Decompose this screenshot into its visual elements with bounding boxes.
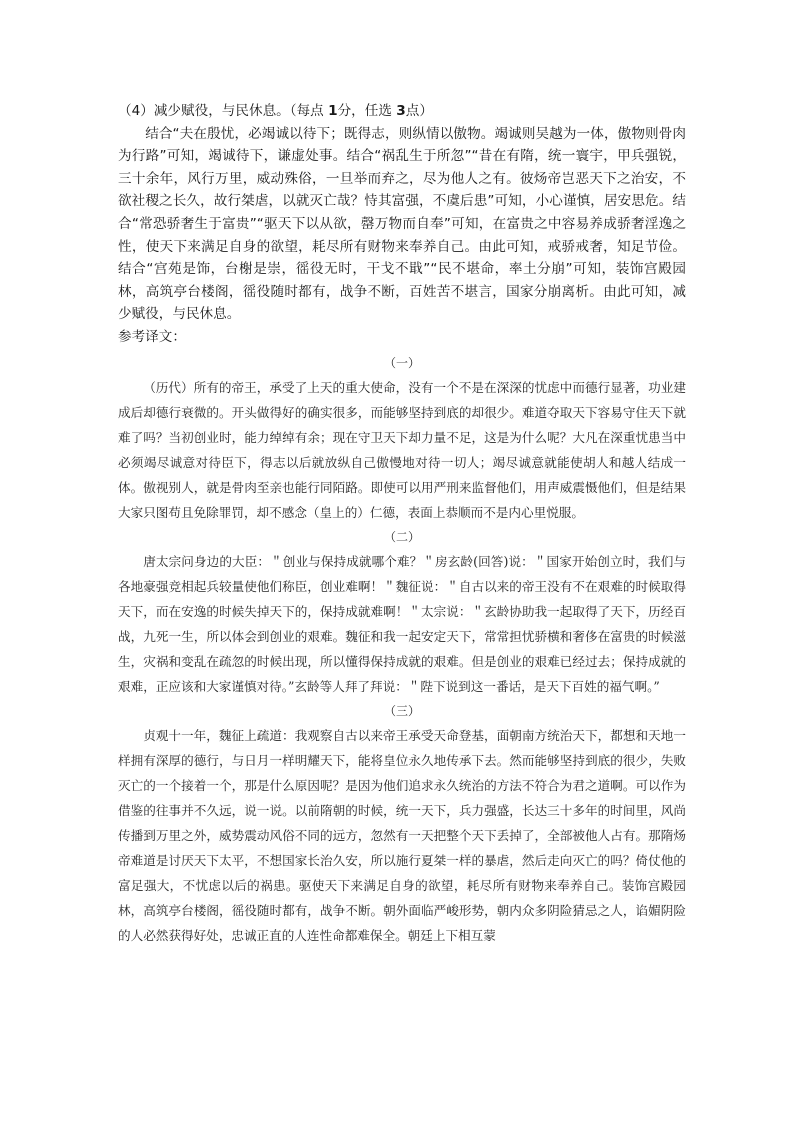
translation-part-1-heading: （一） — [383, 355, 420, 370]
translation-part-2-heading: （二） — [383, 529, 420, 544]
section-4-heading — [118, 100, 686, 123]
section-4-number: （4） — [118, 103, 154, 119]
section-4-scoring: （每点 1分，任选 3点） — [289, 103, 433, 119]
translation-part-2-text: 唐太宗问身边的大臣：＂创业与保持成就哪个难？＂房玄龄(回答)说：＂国家开始创立时，我们与各地豪强竞相起兵较量使他们称臣，创业难啊！＂魏征说：＂自古以来的帝王没有不在艰难的时候取得天下，而在安逸的时候失掉天下的，保持成就难啊！＂太宗说：＂玄龄协助我一起取得了天下，历经百战，九死一生，所以体会到创业的艰难。魏征和我一起安定天下，常常担忧骄横和奢侈在富贵的时候滋生，灾祸和变乱在疏忽的时候出现，所以懂得保持成就的艰难。但是创业的艰难已经过去；保持成就的艰难，正应该和大家谨慎对待。”玄龄等人拜了拜说：＂陛下说到这一番话，是天下百姓的福气啊。” — [118, 553, 686, 694]
document-body — [118, 100, 686, 948]
translation-label: 参考译文： — [118, 328, 186, 345]
translation-part-3-heading: （三） — [383, 703, 420, 718]
section-4-analysis: 结合“夫在殷忧，必竭诚以待下；既得志，则纵情以傲物。竭诚则吴越为一体，傲物则骨肉为行路”可知，竭诚待下，谦虚处事。结合“祸乱生于所忽”“昔在有隋，统一寰宇，甲兵强锐，三十余年，风行万里，威动殊俗，一旦举而弃之，尽为他人之有。彼炀帝岂恶天下之治安，不欲社稷之长久，故行桀虐，以就灭亡哉？恃其富强，不虞后患”可知，小心谨慎，居安思危。结合“常恐骄奢生于富贵”“驱天下以从欲，罄万物而自奉”可知，在富贵之中容易养成骄奢淫逸之性，使天下来满足自身的欲望，耗尽所有财物来奉养自己。由此可知，戒骄戒奢，知足节俭。结合“宫苑是饰，台榭是崇，徭役无时，干戈不戢”“民不堪命，率土分崩”可知，装饰宫殿园林，高筑亭台楼阁，徭役随时都有，战争不断，百姓苦不堪言，国家分崩离析。由此可知，减少赋役，与民休息。 — [118, 125, 686, 323]
translation-part-3-text: 贞观十一年，魏征上疏道：我观察自古以来帝王承受天命登基，面朝南方统治天下，都想和天地一样拥有深厚的德行，与日月一样明耀天下，能将皇位永久地传承下去。然而能够坚持到底的很少，失败灭亡的一个接着一个，那是什么原因呢？是因为他们追求永久统治的方法不符合为君之道啊。可以作为借鉴的往事并不久远，说一说。以前隋朝的时候，统一天下，兵力强盛，长达三十多年的时间里，风尚传播到万里之外，威势震动风俗不同的远方，忽然有一天把整个天下丢掉了，全部被他人占有。那隋炀帝难道是讨厌天下太平，不想国家长治久安，所以施行夏桀一样的暴虐，然后走向灭亡的吗？倚仗他的富足强大，不忧虑以后的祸患。驱使天下来满足自身的欲望，耗尽所有财物来奉养自己。装饰宫殿园林，高筑亭台楼阁，徭役随时都有，战争不断。朝外面临严峻形势，朝内众多阴险猜忌之人，谄媚阴险的人必然获得好处，忠诚正直的人连性命都难保全。朝廷上下相互蒙 — [118, 727, 686, 943]
section-4-title: 减少赋役，与民休息。 — [153, 103, 290, 119]
translation-part-1-text: （历代）所有的帝王，承受了上天的重大使命，没有一个不是在深深的忧虑中而德行显著，功业建成后却德行衰微的。开头做得好的确实很多，而能够坚持到底的却很少。难道夺取天下容易守住天下就难了吗？当初创业时，能力绰绰有余；现在守卫天下却力量不足，这是为什么呢？大凡在深重忧患当中必须竭尽诚意对待臣下，得志以后就放纵自己傲慢地对待一切人；竭尽诚意就能使胡人和越人结成一体。傲视别人，就是骨肉至亲也能行同陌路。即使可以用严刑来监督他们，用声威震慑他们，但是结果大家只图苟且免除罪罚，却不感念（皇上的）仁德，表面上恭顺而不是内心里悦服。 — [118, 379, 686, 520]
